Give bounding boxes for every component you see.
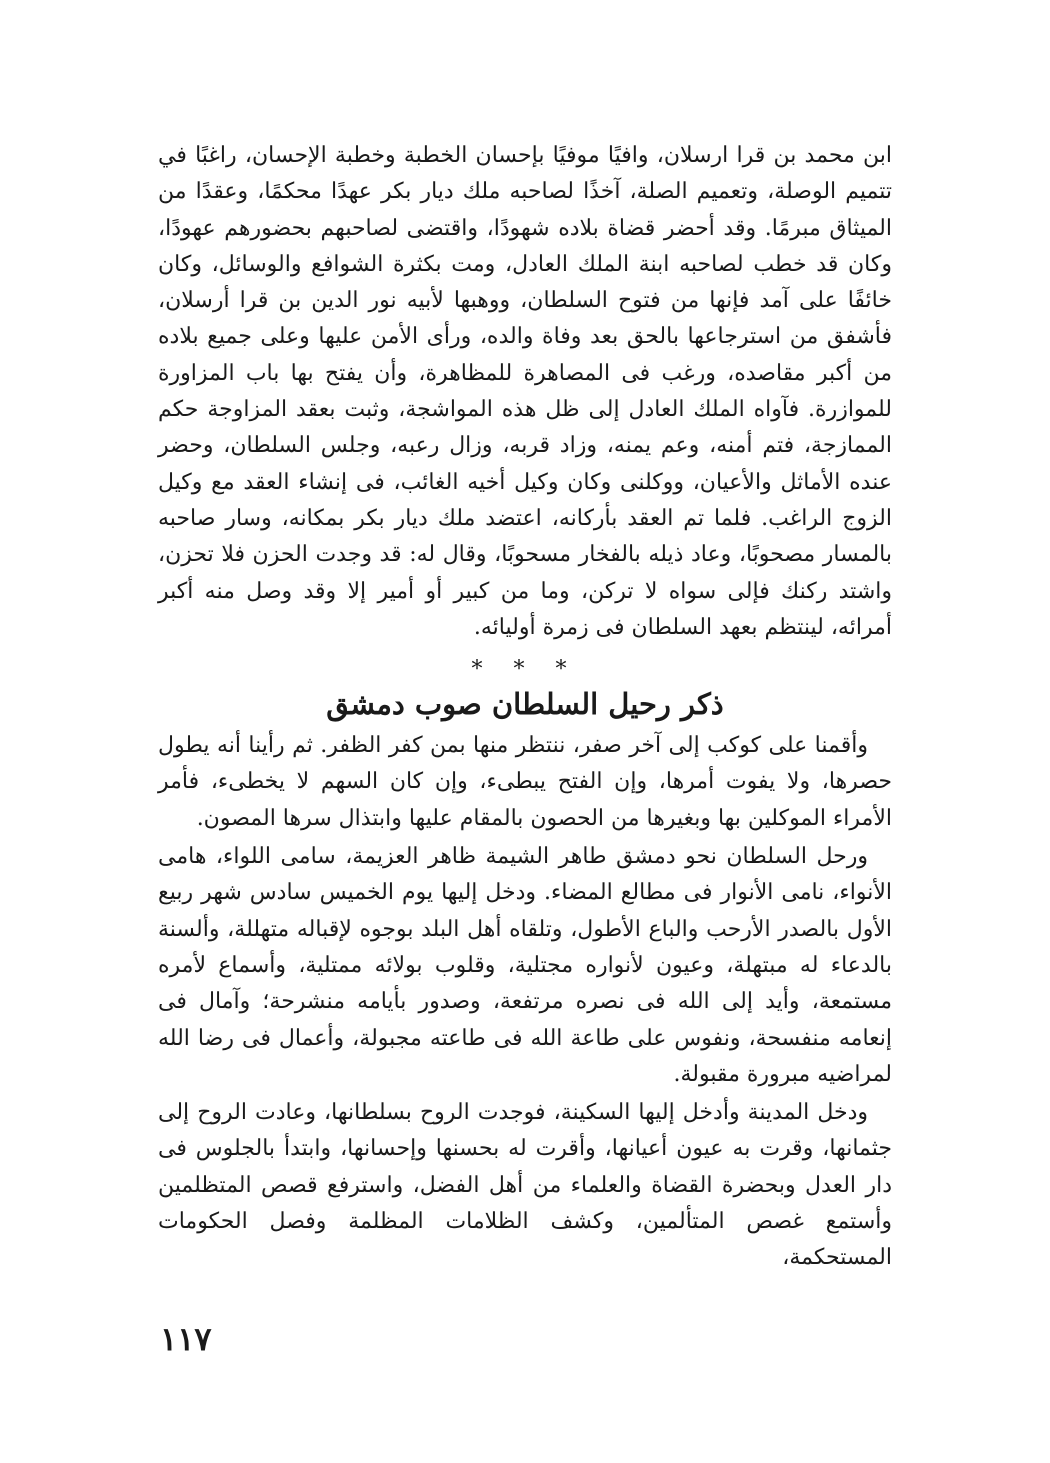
section-body [158, 728, 892, 1276]
page-text [158, 138, 892, 1277]
page-number: ١١٧ [160, 1320, 212, 1358]
section-separator: * * * [471, 657, 579, 683]
section-paragraph-3: ودخل المدينة وأدخل إليها السكينة، فوجدت الروح بسلطانها، وعادت الروح إلى جثمانها، وقرت به عيون أعيانها، وأقرت له بحسنها وإحسانها، وابتدأ بالجلوس فى دار العدل وبحضرة القضاة والعلماء من أهل الفضل، واسترفع قصص المتظلمين وأستمع غصص المتألمين، وكشف الظلامات المظلمة وفصل الحكومات المستحكمة، [158, 1100, 892, 1271]
section-paragraph-1: وأقمنا على كوكب إلى آخر صفر، ننتظر منها بمن كفر الظفر. ثم رأينا أنه يطول حصرها، ولا يفوت أمرها، وإن الفتح يبطىء، وإن كان السهم لا يخطىء، فأمر الأمراء الموكلين بها وبغيرها من الحصون بالمقام عليها وابتذال سرها المصون. [158, 733, 892, 831]
section-title: ذكر رحيل السلطان صوب دمشق [326, 687, 724, 722]
opening-paragraph: ابن محمد بن قرا ارسلان، وافيًا موفيًا بإحسان الخطبة وخطبة الإحسان، راغبًا في تتميم الوصلة، وتعميم الصلة، آخذًا لصاحبه ملك ديار بكر عهدًا محكمًا، وعقدًا من الميثاق مبرمًا. وقد أحضر قضاة بلاده شهودًا، واقتضى لصاحبهم بحضورهم عهودًا، وكان قد خطب لصاحبه ابنة الملك العادل، ومت بكثرة الشوافع والوسائل، وكان خائفًا على آمد فإنها من فتوح السلطان، ووهبها لأبيه نور الدين بن قرا أرسلان، فأشفق من استرجاعها بالحق بعد وفاة والده، ورأى الأمن عليها وعلى جميع بلاده من أكبر مقاصده، ورغب فى المصاهرة للمظاهرة، وأن يفتح بها باب المزاورة للموازرة. فآواه الملك العادل إلى ظل هذه المواشجة، وثبت بعقد المزاوجة حكم الممازجة، فتم أمنه، وعم يمنه، وزاد قربه، وزال رعبه، وجلس السلطان، وحضر عنده الأماثل والأعيان، ووكلنى وكان وكيل أخيه الغائب، فى إنشاء العقد مع وكيل الزوج الراغب. فلما تم العقد بأركانه، اعتضد ملك ديار بكر بمكانه، وسار صاحبه بالمسار مصحوبًا، وعاد ذيله بالفخار مسحوبًا، وقال له: قد وجدت الحزن فلا تحزن، واشتد ركنك فإلى سواه لا تركن، وما من كبير أو أمير إلا وقد وصل منه أكبر أمرائه، لينتظم بعهد السلطان فى زمرة أوليائه. [158, 143, 893, 640]
section-paragraph-2: ورحل السلطان نحو دمشق طاهر الشيمة ظاهر العزيمة، سامى اللواء، هامى الأنواء، نامى الأنوار فى مطالع المضاء. ودخل إليها يوم الخميس سادس شهر ربيع الأول بالصدر الأرحب والباع الأطول، وتلقاه أهل البلد بوجوه لإقباله متهللة، وألسنة بالدعاء له مبتهلة، وعيون لأنواره مجتلية، وقلوب بولائه ممتلية، وأسماع لأمره مستمعة، وأيد إلى الله فى نصره مرتفعة، وصدور بأيامه منشرحة؛ وآمال فى إنعامه منفسحة، ونفوس على طاعة الله فى طاعته مجبولة، وأعمال فى رضا الله لمراضيه مبرورة مقبولة. [158, 844, 892, 1087]
